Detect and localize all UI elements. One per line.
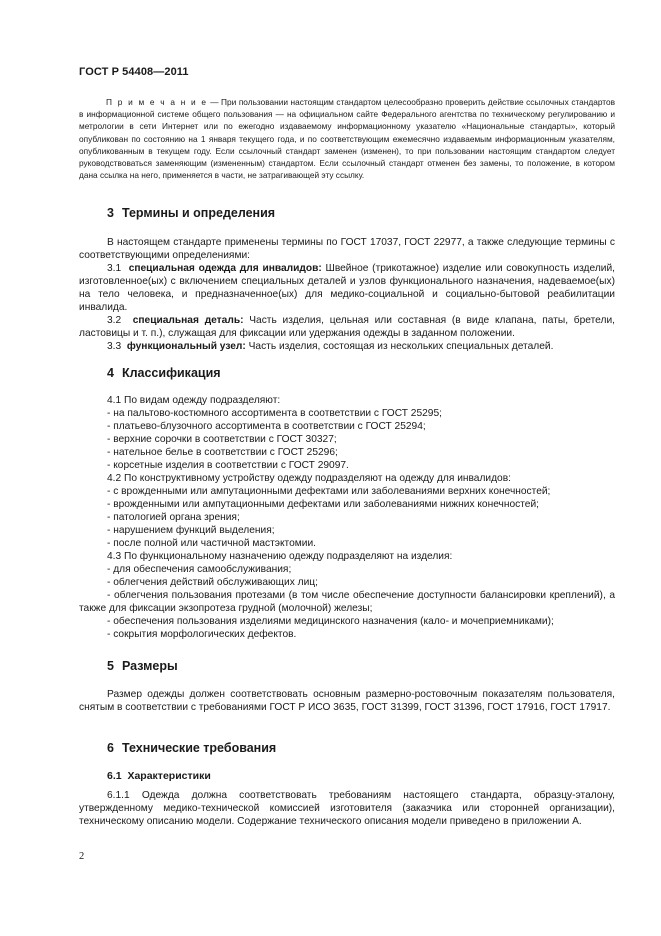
list-item: - для обеспечения самообслуживания; (107, 564, 292, 575)
clause-4-3: 4.3 По функциональному назначению одежду подразделяют на изделия: (107, 551, 453, 562)
list-item: - патологией органа зрения; (107, 512, 240, 523)
note-block (79, 96, 615, 181)
clause-4-2: 4.2 По конструктивному устройству одежду подразделяют на одежду для инвалидов: (107, 473, 511, 484)
list-item: - верхние сорочки в соответствии с ГОСТ 30327; (107, 434, 337, 445)
term-name: функциональный узел: (126, 341, 246, 352)
section-5-heading (107, 659, 178, 673)
subsection-6-1-heading (107, 770, 211, 782)
section-6-heading (107, 741, 276, 755)
clause-6-1-1: 6.1.1 Одежда должна соответствовать требованиям настоящего стандарта, образцу-эталону, утвержденному медико-технической комиссией изготовителя (заказчика или сторонней организации), техническому описанию модели. Содержание технического описания модели приведено в приложении А. (79, 790, 615, 827)
list-item: - облегчения действий обслуживающих лиц; (107, 577, 318, 588)
list-item: - платьево-блузочного ассортимента в соответствии с ГОСТ 25294; (107, 421, 426, 432)
list-item: - после полной или частичной мастэктомии. (107, 538, 316, 549)
section-5-text: Размер одежды должен соответствовать основным размерно-ростовочным показателям пользователя, снятым в соответствии с требованиями ГОСТ Р ИСО 3635, ГОСТ 31399, ГОСТ 31396, ГОСТ 17916, ГОСТ 17917. (79, 689, 615, 713)
term-name: специальная одежда для инвалидов: (128, 263, 322, 274)
term-name: специальная деталь: (132, 315, 244, 326)
list-item: - корсетные изделия в соответствии с ГОСТ 29097. (107, 460, 349, 471)
list-item: - с врожденными или ампутационными дефектами или заболеваниями верхних конечностей; (107, 486, 551, 497)
section-title: Технические требования (121, 741, 277, 755)
list-item: - облегчения пользования протезами (в том числе обеспечение доступности балансировки креплений), а также для фиксации экзопротеза грудной (молочной) железы; (79, 590, 615, 614)
section-number: 4 (107, 366, 114, 380)
section-number: 6 (107, 741, 114, 755)
section-4-body (79, 394, 615, 641)
document-id: ГОСТ Р 54408—2011 (79, 66, 189, 78)
section-number: 3 (107, 206, 114, 220)
section-5-body (79, 688, 615, 714)
section-number: 5 (107, 659, 114, 673)
section-3-body (79, 236, 615, 353)
term-number: 3.1 (107, 263, 122, 274)
term-definition: Швейное (трикотажное) изделие или совокупность изделий, изготовленное(ых) с включением специальных деталей и узлов функционального назначения, надеваемое(ых) на тело человека, и предназначенное(ых) для медико-социальной и социально-бытовой реабилитации инвалида. (79, 263, 615, 313)
list-item: - обеспечения пользования изделиями медицинского назначения (кало- и мочеприемниками); (107, 616, 554, 627)
section-4-heading (107, 366, 221, 380)
list-item: - на пальтово-костюмного ассортимента в соответствии с ГОСТ 25295; (107, 408, 442, 419)
section-title: Классификация (121, 366, 221, 380)
list-item: - нательное белье в соответствии с ГОСТ 25296; (107, 447, 338, 458)
term-definition: Часть изделия, состоящая из нескольких специальных деталей. (245, 341, 554, 352)
subsection-number: 6.1 (107, 770, 122, 782)
clause-4-1: 4.1 По видам одежду подразделяют: (107, 395, 281, 406)
section-title: Размеры (121, 659, 178, 673)
list-item: - врожденными или ампутационными дефектами или заболеваниями нижних конечностей; (107, 499, 539, 510)
note-paragraph (79, 96, 615, 181)
term-3-2 (79, 314, 615, 340)
note-text: — При пользовании настоящим стандартом целесообразно проверить действие ссылочных стандартов в информационной системе общего пользования — на официальном сайте Федерального агентства по техническому регулированию и метрологии в сети Интернет или по ежегодно издаваемому информационному указателю «Национальные стандарты», который опубликован по состоянию на 1 января текущего года, и по соответствующим ежемесячно издаваемым информационным указателям, опубликованным в текущем году. Если ссылочный стандарт заменен (изменен), то при пользовании настоящим стандартом следует руководствоваться заменяющим (измененным) стандартом. Если ссылочный стандарт отменен без замены, то положение, в котором дана ссылка на него, применяется в части, не затрагивающей эту ссылку. (79, 97, 615, 181)
term-3-3 (79, 340, 615, 353)
term-3-1 (79, 262, 615, 314)
section-6-body (79, 789, 615, 828)
term-number: 3.3 (107, 341, 122, 352)
subsection-title: Характеристики (127, 770, 211, 782)
list-item: - нарушением функций выделения; (107, 525, 275, 536)
page-number: 2 (79, 851, 85, 862)
term-number: 3.2 (107, 315, 122, 326)
list-item: - сокрытия морфологических дефектов. (107, 629, 297, 640)
section-title: Термины и определения (121, 206, 276, 220)
section-3-heading (107, 206, 275, 220)
term-definition: Часть изделия, цельная или составная (в виде клапана, паты, бретели, ластовицы и т. п.), служащая для фиксации или удержания одежды в заданном положении. (79, 315, 615, 339)
note-label: П р и м е ч а н и е (106, 97, 208, 107)
section-3-intro: В настоящем стандарте применены термины по ГОСТ 17037, ГОСТ 22977, а также следующие термины с соответствующими определениями: (79, 237, 615, 261)
